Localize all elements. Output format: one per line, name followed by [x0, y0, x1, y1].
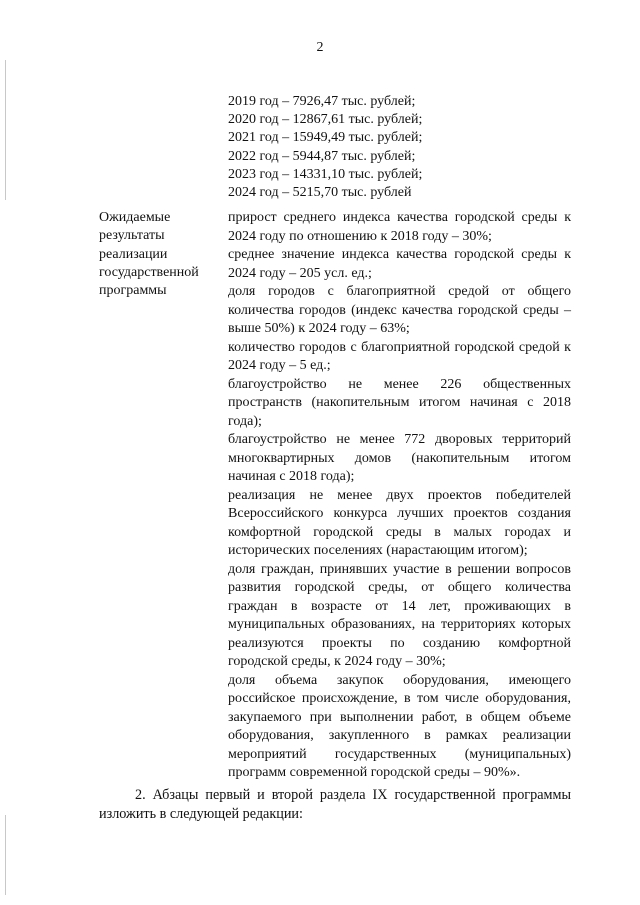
- amendment-text: 2. Абзацы первый и второй раздела IX государственной программы изложить в следующей редакции:: [99, 787, 571, 822]
- scan-margin-mark: [5, 60, 6, 200]
- label-line: реализации: [99, 246, 168, 262]
- expected-results-list: [228, 209, 571, 783]
- funding-line: 2022 год – 5944,87 тыс. рублей;: [228, 148, 416, 164]
- funding-line: 2023 год – 14331,10 тыс. рублей;: [228, 166, 423, 182]
- scan-margin-mark: [5, 815, 6, 895]
- label-line: программы: [99, 283, 167, 299]
- funding-line: 2020 год – 12867,61 тыс. рублей;: [228, 112, 423, 128]
- result-item: доля граждан, принявших участие в решении вопросов развития городской среды, от общего количества граждан в возрасте от 14 лет, проживающих в муниципальных образованиях, на территориях которых реализуются проекты по созданию комфортной городской среды, к 2024 году – 30%;: [228, 561, 571, 669]
- result-item: доля городов с благоприятной средой от общего количества городов (индекс качества городской среды – выше 50%) к 2024 году – 63%;: [228, 284, 571, 336]
- result-item: прирост среднего индекса качества городской среды к 2024 году по отношению к 2018 году – 30%;: [228, 210, 571, 244]
- expected-results-label: [99, 209, 223, 300]
- result-item: среднее значение индекса качества городской среды к 2024 году – 205 усл. ед.;: [228, 247, 571, 281]
- result-item: благоустройство не менее 226 общественных пространств (накопительным итогом начиная с 2018 года);: [228, 376, 571, 429]
- label-line: Ожидаемые: [99, 210, 171, 225]
- result-item: благоустройство не менее 772 дворовых территорий многоквартирных домов (накопительным итогом начиная с 2018 года);: [228, 432, 571, 484]
- result-item: доля объема закупок оборудования, имеющего российское происхождение, в том числе оборудования, закупаемого при выполнении работ, в общем объеме оборудования, закупленного в рамках реализации мероприятий государственных (муниципальных) программ современной городской среды – 90%».: [228, 672, 571, 780]
- label-line: результаты: [99, 228, 165, 244]
- label-line: государственной: [99, 264, 199, 280]
- amendment-paragraph: [99, 786, 571, 824]
- funding-line: 2021 год – 15949,49 тыс. рублей;: [228, 130, 423, 146]
- funding-list: [228, 93, 422, 202]
- funding-line: 2024 год – 5215,70 тыс. рублей: [228, 185, 412, 201]
- funding-line: 2019 год – 7926,47 тыс. рублей;: [228, 94, 416, 109]
- page-number: 2: [316, 40, 324, 55]
- result-item: реализация не менее двух проектов победителей Всероссийского конкурса лучших проектов создания комфортной городской среды в малых городах и исторических поселениях (нарастающим итогом);: [228, 487, 571, 558]
- result-item: количество городов с благоприятной городской средой к 2024 году – 5 ед.;: [228, 339, 571, 373]
